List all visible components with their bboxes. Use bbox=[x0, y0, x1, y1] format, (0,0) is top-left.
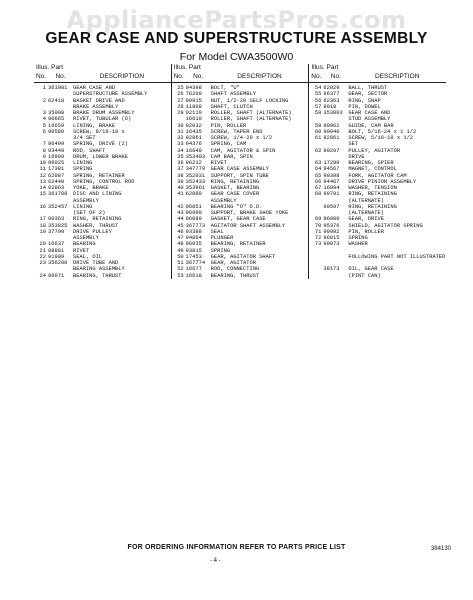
illus-no: 60 bbox=[314, 128, 322, 135]
description: BRAKE DRUM ASSEMBLY bbox=[73, 110, 135, 116]
part-number: 62087 bbox=[48, 172, 65, 179]
illus-no: 55 bbox=[314, 91, 322, 98]
part-number: 11809 bbox=[185, 103, 202, 110]
illus-no: 24 bbox=[39, 272, 46, 279]
illus-no: 26 bbox=[177, 91, 184, 98]
part-number: 353825 bbox=[48, 222, 68, 229]
description: DISC AND LINING bbox=[73, 191, 122, 198]
part-number: 96071 bbox=[48, 272, 65, 279]
description: SET bbox=[348, 141, 359, 148]
part-number: 96851 bbox=[185, 203, 202, 210]
description: RING, RETAINING bbox=[348, 191, 397, 198]
description: BEARING, THRUST bbox=[73, 272, 122, 279]
description: RIVET bbox=[210, 160, 227, 166]
description: SUPERSTRUCTURE ASSEMBLY bbox=[73, 91, 148, 98]
part-number: 96377 bbox=[323, 91, 340, 98]
part-number: 17453 bbox=[185, 253, 202, 260]
description: WASHER, THRUST bbox=[73, 222, 119, 229]
model-subtitle: For Model CWA3500W0 bbox=[179, 51, 294, 63]
illus-no: 73 bbox=[314, 241, 322, 248]
description: SHAFT ASSEMBLY bbox=[210, 91, 256, 98]
part-number bbox=[323, 273, 348, 279]
part-number: 96089 bbox=[185, 216, 202, 223]
illus-no: 52 bbox=[177, 266, 184, 273]
part-number: 90962 bbox=[323, 122, 340, 129]
header-illus-no: No. bbox=[173, 73, 184, 80]
header-description: DESCRIPTION bbox=[374, 73, 420, 80]
description: SEAL bbox=[210, 228, 224, 235]
illus-no: 40 bbox=[177, 185, 184, 191]
illus-no: 39 bbox=[177, 178, 184, 185]
ordering-footer: FOR ORDERING INFORMATION REFER TO PARTS PRICE LIST bbox=[127, 544, 346, 551]
part-number: 9018 bbox=[323, 103, 337, 110]
part-number: 90297 bbox=[323, 147, 340, 154]
description: PIN, DOWEL bbox=[348, 103, 381, 110]
description: GASKET, GEAR CASE bbox=[210, 216, 266, 223]
description: RING, SNAP bbox=[348, 97, 381, 104]
description: DRIVE PINION ASSEMBLY bbox=[348, 178, 417, 185]
illus-no: 62 bbox=[314, 147, 322, 154]
header-illus-part: Illus. Part bbox=[173, 64, 201, 71]
part-number: 96080 bbox=[323, 216, 340, 223]
description: BRAKE ASSEMBLY bbox=[73, 103, 119, 110]
description: MAGNET, CONTROL bbox=[348, 166, 397, 173]
illus-no: 71 bbox=[314, 228, 322, 235]
description: RIVET bbox=[73, 247, 90, 254]
description: GEAR CASE COVER bbox=[210, 191, 260, 198]
description: GEAR, DRIVE bbox=[348, 216, 384, 223]
illus-no: 1 bbox=[42, 85, 46, 91]
illus-no: 49 bbox=[177, 247, 184, 254]
part-number: 94864 bbox=[185, 235, 202, 241]
header-description: DESCRIPTION bbox=[99, 73, 145, 80]
description: PLUNGER bbox=[210, 235, 234, 241]
watermark: AppliancePartsPros.com bbox=[66, 6, 407, 34]
description: 3/4 SET bbox=[73, 135, 96, 141]
table-row bbox=[172, 273, 309, 279]
description: SPRING, CONTROL ROD bbox=[73, 178, 135, 185]
description: SPRING, RETAINER bbox=[73, 172, 125, 179]
illus-no: 68 bbox=[314, 191, 322, 198]
part-number: 353803 bbox=[323, 110, 343, 116]
part-number: 96409 bbox=[48, 141, 65, 148]
description: SPRING bbox=[210, 247, 231, 254]
header-illus-no: No. bbox=[311, 73, 322, 80]
illus-no: 13 bbox=[39, 178, 46, 185]
part-number: 93449 bbox=[48, 147, 65, 154]
illus-no: 58 bbox=[314, 110, 322, 116]
illus-no bbox=[309, 273, 323, 279]
illus-no: 32 bbox=[177, 135, 184, 141]
part-number: 38173 bbox=[323, 266, 340, 273]
illus-no: 47 bbox=[177, 235, 184, 241]
description: RING, RETAINING bbox=[73, 216, 122, 223]
description: SPRING bbox=[73, 166, 93, 173]
part-number: 16610 bbox=[185, 116, 202, 123]
description: DRIVE TUBE AND bbox=[73, 260, 119, 266]
illus-no: 43 bbox=[177, 210, 184, 216]
illus-no: 66 bbox=[314, 178, 322, 185]
parts-list bbox=[34, 83, 171, 279]
part-number: 17290 bbox=[323, 160, 340, 166]
part-number: 347779 bbox=[185, 166, 206, 173]
illus-no: 6 bbox=[42, 128, 46, 135]
description: RIVET, TUBULAR (6) bbox=[73, 116, 132, 123]
illus-no: 3 bbox=[42, 110, 46, 116]
description: BEARING, RETAINER bbox=[210, 241, 266, 248]
part-number: 90665 bbox=[48, 116, 65, 123]
illus-no: 50 bbox=[177, 253, 184, 260]
description: OIL, GEAR CASE bbox=[348, 266, 394, 273]
description: SHIELD, AGITATOR SPRING bbox=[348, 222, 423, 229]
part-number: 94567 bbox=[323, 166, 340, 173]
parts-column-3 bbox=[308, 64, 446, 279]
part-number: 90580 bbox=[48, 128, 65, 135]
parts-table bbox=[34, 64, 446, 279]
part-number: 92861 bbox=[323, 135, 340, 141]
illus-no: 34 bbox=[177, 147, 184, 154]
page-mark: - 4 - bbox=[210, 558, 221, 564]
part-number: 96990 bbox=[185, 210, 202, 216]
illus-no: 21 bbox=[39, 247, 46, 254]
illus-no: 61 bbox=[314, 135, 322, 141]
illus-no: 54 bbox=[314, 85, 322, 91]
illus-no: 15 bbox=[39, 191, 46, 198]
description: BEARING, SPIER bbox=[348, 160, 394, 166]
part-number: 92032 bbox=[185, 122, 202, 129]
part-number: 16659 bbox=[48, 122, 65, 129]
part-number: 93815 bbox=[185, 247, 202, 254]
illus-no: 44 bbox=[177, 216, 184, 223]
part-number: 62418 bbox=[48, 97, 65, 104]
column-header bbox=[309, 64, 446, 83]
description: AGITATOR SHAFT ASSEMBLY bbox=[210, 222, 286, 229]
illus-no: 14 bbox=[39, 185, 46, 191]
description: ROD, CONNECTING bbox=[210, 266, 260, 273]
description: LINING bbox=[73, 160, 93, 166]
illus-no: 45 bbox=[177, 222, 184, 229]
illus-no: 42 bbox=[177, 203, 184, 210]
description: NUT, 1/2-20 SELF LOCKING bbox=[210, 97, 289, 104]
description: SPRING bbox=[348, 235, 368, 241]
illus-no: 8 bbox=[42, 147, 46, 154]
description: ASSEMBLY bbox=[73, 197, 99, 204]
description: SPRING, CAM bbox=[210, 141, 247, 148]
description: GUIDE, CAM BAR bbox=[348, 122, 394, 129]
description: RING, RETAINING bbox=[210, 178, 260, 185]
description: STUD ASSEMBLY bbox=[348, 116, 391, 123]
illus-no: 72 bbox=[314, 235, 322, 241]
description: WASHER, TENSION bbox=[348, 185, 397, 191]
table-row bbox=[34, 273, 171, 279]
part-number: 35008 bbox=[48, 110, 65, 116]
description: CAM, AGITATOR & SPIN bbox=[210, 147, 276, 154]
illus-no: 65 bbox=[314, 172, 322, 179]
page-code: 384130 bbox=[430, 546, 451, 552]
part-number: 16677 bbox=[185, 266, 202, 273]
illus-no: 67 bbox=[314, 185, 322, 191]
part-number: 361708 bbox=[48, 191, 68, 198]
parts-list bbox=[172, 83, 309, 279]
illus-no: 48 bbox=[177, 241, 184, 248]
illus-no: 29 bbox=[177, 110, 184, 116]
description: GEAR CASE AND bbox=[348, 110, 391, 116]
parts-list bbox=[309, 83, 446, 279]
illus-no: 10 bbox=[39, 160, 46, 166]
part-number: 96212 bbox=[185, 160, 202, 166]
description: GEAR, AGITATOR bbox=[210, 260, 256, 266]
description: SCREW, 1/4-20 x 1/2 bbox=[210, 135, 273, 141]
part-number: 353403 bbox=[185, 153, 206, 160]
illus-no: 7 bbox=[42, 141, 46, 148]
description: SPRING, DRIVE (2) bbox=[73, 141, 128, 148]
header-description: DESCRIPTION bbox=[237, 73, 282, 80]
part-number: 90992 bbox=[323, 228, 340, 235]
part-number: 91909 bbox=[48, 253, 65, 260]
parts-column-1 bbox=[34, 64, 171, 279]
header-part-no: No. bbox=[55, 73, 66, 80]
description: GASKET, BEARING bbox=[210, 185, 260, 191]
part-number: 76200 bbox=[185, 91, 202, 98]
description: BEARING, THRUST bbox=[210, 272, 260, 279]
header-illus-part: Illus. Part bbox=[311, 64, 339, 71]
illus-no: 59 bbox=[314, 122, 322, 129]
part-number: 90940 bbox=[323, 128, 340, 135]
header-part-no: No. bbox=[330, 73, 341, 80]
illus-no: 33 bbox=[177, 141, 184, 148]
illus-no: 4 bbox=[42, 116, 46, 123]
part-number: 17381 bbox=[48, 166, 65, 173]
part-number: 90073 bbox=[323, 241, 340, 248]
part-number: 353961 bbox=[185, 185, 206, 191]
description: YOKE, BRAKE bbox=[73, 185, 109, 191]
illus-no: 53 bbox=[177, 272, 184, 279]
header-illus-no: No. bbox=[35, 73, 47, 80]
description: GEAR, SECTOR bbox=[348, 91, 388, 98]
illus-no: 18 bbox=[39, 222, 46, 229]
part-number: 361981 bbox=[48, 85, 68, 91]
part-number: 367773 bbox=[185, 222, 206, 229]
part-number: 37700 bbox=[48, 228, 65, 235]
part-number: 94376 bbox=[185, 141, 202, 148]
description: GEAR CASE AND bbox=[73, 85, 116, 91]
illus-no: 20 bbox=[39, 241, 46, 248]
description: ASSEMBLY bbox=[210, 197, 237, 204]
description: SHAFT, CLUTCH bbox=[210, 103, 253, 110]
part-number: 92119 bbox=[185, 110, 202, 116]
illus-no: 27 bbox=[177, 97, 184, 104]
part-number: 62089 bbox=[185, 191, 202, 198]
part-number: 352457 bbox=[48, 203, 68, 210]
illus-no: 46 bbox=[177, 228, 184, 235]
part-number: 92861 bbox=[185, 135, 202, 141]
description: GEAR CASE ASSEMBLY bbox=[210, 166, 269, 173]
description: SCREW, 8/16-18 x bbox=[73, 128, 125, 135]
description: BEARING ASSEMBLY bbox=[73, 266, 125, 273]
illus-no: 57 bbox=[314, 103, 322, 110]
part-number: 98881 bbox=[48, 247, 65, 254]
illus-no: 19 bbox=[39, 228, 46, 235]
part-number: 94398 bbox=[185, 85, 202, 91]
description: DRIVE bbox=[348, 153, 365, 160]
description: SEAL, OIL bbox=[73, 253, 103, 260]
description: PIN, ROLLER bbox=[348, 228, 384, 235]
description: ROLLER, SHAFT (ALTERNATE) bbox=[210, 116, 292, 123]
illus-no: 69 bbox=[314, 216, 322, 223]
illus-no: 31 bbox=[177, 128, 184, 135]
part-number: 352433 bbox=[185, 178, 206, 185]
part-number: 352031 bbox=[185, 172, 206, 179]
part-number: 90597 bbox=[323, 203, 340, 210]
description: BOLT, 5/16-24 x 1 1/2 bbox=[348, 128, 417, 135]
illus-no: 37 bbox=[177, 166, 184, 173]
illus-no: 11 bbox=[39, 166, 46, 173]
parts-column-2 bbox=[171, 64, 309, 279]
illus-no: 35 bbox=[177, 153, 184, 160]
part-number: 94467 bbox=[323, 178, 340, 185]
description: ROLLER, SHAFT (ALTERNATE) bbox=[210, 110, 292, 116]
illus-no: 51 bbox=[177, 260, 184, 266]
illus-no: 23 bbox=[39, 260, 46, 266]
column-header bbox=[172, 64, 309, 83]
part-number: 367774 bbox=[185, 260, 206, 266]
part-number: 62448 bbox=[48, 178, 65, 185]
illus-no: 25 bbox=[177, 85, 184, 91]
description: (ALTERNATE) bbox=[348, 210, 384, 216]
description: LINING bbox=[73, 203, 93, 210]
description: DRIVE PULLEY bbox=[73, 228, 112, 235]
description: SCREW, 5/16-18 x 1/2 bbox=[348, 135, 414, 141]
illus-no: 70 bbox=[314, 222, 322, 229]
description: BEARING bbox=[73, 241, 96, 248]
illus-no: 2 bbox=[42, 97, 46, 104]
description: GEAR, AGITATOR SHAFT bbox=[210, 253, 276, 260]
description: SUPPORT, BRAKE SHOE YOKE bbox=[210, 210, 289, 216]
illus-no: 16 bbox=[39, 203, 46, 210]
illus-no: 56 bbox=[314, 97, 322, 104]
description: DRUM, LOWER BRAKE bbox=[73, 153, 128, 160]
illus-no: 12 bbox=[39, 172, 46, 179]
part-number: 96025 bbox=[48, 160, 65, 166]
illus-no: 63 bbox=[314, 160, 322, 166]
description: BEARING "O" O.D. bbox=[210, 203, 263, 210]
illus-no: 30 bbox=[177, 122, 184, 129]
description: CAM BAR, SPIN bbox=[210, 153, 253, 160]
description: WASHER bbox=[348, 241, 368, 248]
description: PULLEY, AGITATOR bbox=[348, 147, 401, 154]
description: FORK, AGITATOR CAM bbox=[348, 172, 407, 179]
part-number: 90363 bbox=[48, 216, 65, 223]
description: LINING, BRAKE bbox=[73, 122, 116, 129]
illus-no: 5 bbox=[42, 122, 46, 129]
description: BOLT, "U" bbox=[210, 85, 240, 91]
illus-no: 38 bbox=[177, 172, 184, 179]
illus-no: 41 bbox=[177, 191, 184, 198]
description: ASSEMBLY bbox=[73, 235, 99, 241]
description: SUPPORT, SPIN TUBE bbox=[210, 172, 269, 179]
description: BASKET DRIVE AND bbox=[73, 97, 125, 104]
description: BALL, THRUST bbox=[348, 85, 388, 91]
part-number: 95376 bbox=[323, 222, 340, 229]
part-number: 356200 bbox=[48, 260, 68, 266]
table-row bbox=[309, 273, 446, 279]
part-number: 16094 bbox=[323, 185, 340, 191]
part-number: 16637 bbox=[48, 241, 65, 248]
description: (ALTERNATE) bbox=[348, 197, 384, 204]
part-number: 62363 bbox=[323, 97, 340, 104]
illus-no: 28 bbox=[177, 103, 184, 110]
part-number: 90915 bbox=[185, 97, 202, 104]
illus-no: 22 bbox=[39, 253, 46, 260]
description: RING, RETAINING bbox=[348, 203, 397, 210]
part-number: 96035 bbox=[185, 241, 202, 248]
illus-no: 64 bbox=[314, 166, 322, 173]
part-number: 16435 bbox=[185, 128, 202, 135]
part-number: 16640 bbox=[185, 147, 202, 154]
header-part-no: No. bbox=[193, 73, 204, 80]
column-header bbox=[34, 64, 171, 83]
description: ROD, SHAFT bbox=[73, 147, 106, 154]
page-title: GEAR CASE AND SUPERSTRUCTURE ASSEMBLY bbox=[45, 30, 428, 47]
description: (SET OF 2) bbox=[73, 210, 106, 216]
part-number: 16618 bbox=[185, 272, 202, 279]
illus-no: 17 bbox=[39, 216, 46, 223]
description: SCREW, TAPER END bbox=[210, 128, 263, 135]
header-illus-part: Illus. Part bbox=[36, 64, 64, 71]
illus-no: 9 bbox=[42, 153, 46, 160]
part-number: 16909 bbox=[48, 153, 65, 160]
part-number: 62029 bbox=[323, 85, 340, 91]
part-number: 90398 bbox=[323, 172, 340, 179]
part-number: 93388 bbox=[185, 228, 202, 235]
description: (PINT CAN) bbox=[348, 272, 381, 279]
part-number: 96015 bbox=[323, 235, 340, 241]
part-number: 90791 bbox=[323, 191, 340, 198]
illus-no: 36 bbox=[177, 160, 184, 166]
description: FOLLOWING PART NOT ILLUSTRATED bbox=[348, 253, 446, 260]
description: PIN, ROLLER bbox=[210, 122, 247, 129]
part-number: 92963 bbox=[48, 185, 65, 191]
